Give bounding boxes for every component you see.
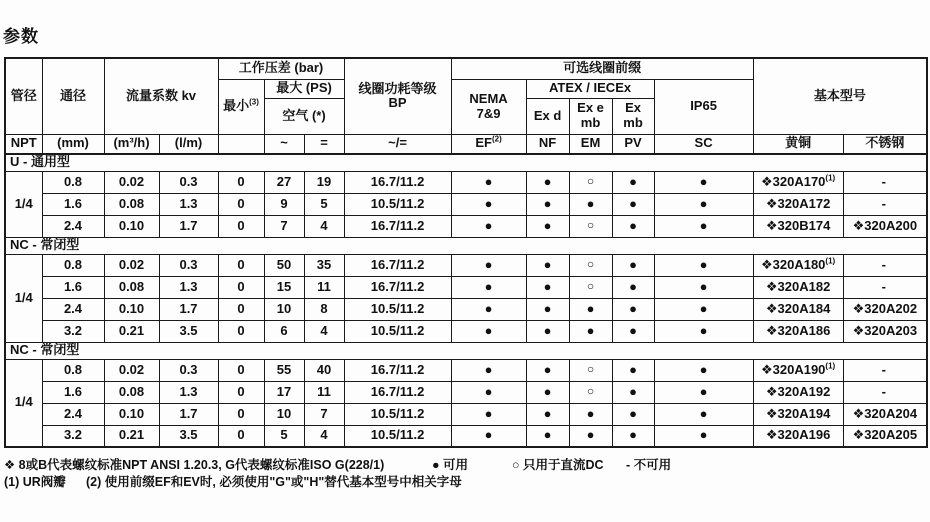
cell-orifice: 0.8 (42, 254, 104, 276)
available-dot: ● (526, 359, 569, 381)
cell-model-ss (843, 298, 927, 320)
note-1: (1) UR阀瓣 (4, 475, 66, 489)
available-dot: ● (654, 193, 753, 215)
unit-ac: ~ (264, 134, 304, 154)
cell-min: 0 (218, 193, 264, 215)
cell-model-brass (753, 425, 843, 447)
available-dot: ● (612, 298, 654, 320)
header-min-pressure (218, 79, 264, 134)
table-row (5, 193, 927, 215)
model-number: ❖320A192 (765, 383, 831, 399)
header-air: 空气 (*) (264, 98, 344, 134)
cell-model-brass (753, 215, 843, 237)
cell-model-brass (753, 381, 843, 403)
model-number: ❖320A204 (852, 405, 918, 421)
dc-only-circle: ○ (569, 359, 612, 381)
header-ex-mb (612, 98, 654, 134)
nema-line1: NEMA (469, 90, 508, 106)
available-dot: ● (612, 381, 654, 403)
cell-lm: 0.3 (159, 171, 218, 193)
model-number: ❖320A196 (765, 427, 831, 443)
model-number: ❖320A186 (765, 322, 831, 338)
available-dot: ● (612, 403, 654, 425)
unit-sc: SC (654, 134, 753, 154)
cell-ac: 50 (264, 254, 304, 276)
note-2: (2) 使用前缀EF和EV时, 必须使用"G"或"H"替代基本型号中相关字母 (86, 475, 462, 489)
available-dot: ● (612, 276, 654, 298)
cell-orifice: 2.4 (42, 215, 104, 237)
group-label: NC - 常闭型 (5, 342, 927, 359)
model-number: ❖320A172 (765, 195, 831, 211)
available-dot: ● (526, 381, 569, 403)
header-atex-iecex: ATEX / IECEx (526, 79, 654, 98)
model-number: ❖320A170 (760, 173, 826, 189)
cell-orifice: 3.2 (42, 425, 104, 447)
cell-orifice: 1.6 (42, 276, 104, 298)
cell-min: 0 (218, 403, 264, 425)
unit-lm: (l/m) (159, 134, 218, 154)
available-dot: ● (569, 193, 612, 215)
cell-min: 0 (218, 171, 264, 193)
table-row (5, 276, 927, 298)
unit-m3h: (m³/h) (104, 134, 159, 154)
header-max-ps: 最大 (PS) (264, 79, 344, 98)
cell-orifice: 0.8 (42, 171, 104, 193)
cell-bp: 16.7/11.2 (344, 359, 451, 381)
table-body (5, 154, 927, 447)
cell-orifice: 2.4 (42, 403, 104, 425)
model-number: ❖320A200 (852, 217, 918, 233)
cell-lm: 1.3 (159, 276, 218, 298)
table-row (5, 381, 927, 403)
header-coil-prefix: 可选线圈前缀 (451, 58, 753, 79)
unit-brass: 黄铜 (753, 134, 843, 154)
model-number: - (881, 383, 887, 399)
model-number: - (881, 256, 887, 272)
cell-lm: 1.7 (159, 298, 218, 320)
cell-model-brass (753, 359, 843, 381)
table-header (5, 58, 927, 154)
ex-mb-line2: mb (623, 115, 643, 130)
cell-min: 0 (218, 320, 264, 342)
table-row (5, 254, 927, 276)
table-row (5, 320, 927, 342)
available-dot: ● (526, 276, 569, 298)
cell-orifice: 1.6 (42, 381, 104, 403)
available-dot: ● (654, 403, 753, 425)
cell-model-brass (753, 403, 843, 425)
cell-model-ss (843, 254, 927, 276)
unit-ef (451, 134, 526, 154)
footnote-ref: (3) (249, 97, 259, 107)
available-dot: ● (654, 215, 753, 237)
group-label: NC - 常闭型 (5, 237, 927, 254)
unit-em: EM (569, 134, 612, 154)
legend-dc-only: ○ 只用于直流DC (512, 458, 604, 472)
page-title: 参数 (3, 27, 39, 46)
cell-orifice: 1.6 (42, 193, 104, 215)
header-pressure-differential: 工作压差 (bar) (218, 58, 344, 79)
header-ex-e-mb (569, 98, 612, 134)
dc-only-circle: ○ (569, 215, 612, 237)
table-row (5, 425, 927, 447)
cell-ac: 7 (264, 215, 304, 237)
available-dot: ● (612, 193, 654, 215)
header-pipe-size: 管径 (5, 58, 42, 134)
model-number: ❖320A180 (760, 256, 826, 272)
model-number: ❖320A205 (852, 427, 918, 443)
cell-lm: 0.3 (159, 254, 218, 276)
cell-m3h: 0.08 (104, 276, 159, 298)
legend-available: ● 可用 (432, 458, 469, 472)
cell-lm: 0.3 (159, 359, 218, 381)
cell-m3h: 0.10 (104, 298, 159, 320)
dc-only-circle: ○ (569, 381, 612, 403)
ex-e-mb-line2: mb (580, 115, 601, 130)
cell-model-ss (843, 425, 927, 447)
cell-m3h: 0.10 (104, 215, 159, 237)
available-dot: ● (612, 215, 654, 237)
available-dot: ● (654, 381, 753, 403)
table-row (5, 298, 927, 320)
cell-model-ss (843, 193, 927, 215)
model-number: ❖320B174 (765, 217, 831, 233)
group-header-row (5, 237, 927, 254)
cell-lm: 1.7 (159, 403, 218, 425)
available-dot: ● (526, 215, 569, 237)
group-header-row (5, 154, 927, 171)
cell-model-ss (843, 215, 927, 237)
cell-ac: 55 (264, 359, 304, 381)
header-basic-model: 基本型号 (753, 58, 927, 134)
available-dot: ● (451, 359, 526, 381)
cell-model-brass (753, 298, 843, 320)
cell-pipe-size: 1/4 (5, 171, 42, 237)
available-dot: ● (451, 276, 526, 298)
group-label: U - 通用型 (5, 154, 927, 171)
group-header-row (5, 342, 927, 359)
available-dot: ● (612, 425, 654, 447)
available-dot: ● (451, 215, 526, 237)
cell-ac: 10 (264, 403, 304, 425)
cell-m3h: 0.08 (104, 381, 159, 403)
cell-ac: 5 (264, 425, 304, 447)
cell-bp: 16.7/11.2 (344, 381, 451, 403)
available-dot: ● (451, 254, 526, 276)
available-dot: ● (654, 254, 753, 276)
cell-min: 0 (218, 254, 264, 276)
header-orifice: 通径 (42, 58, 104, 134)
footnote-line2 (4, 472, 926, 488)
available-dot: ● (612, 254, 654, 276)
table-row (5, 359, 927, 381)
cell-dc: 40 (304, 359, 344, 381)
cell-min: 0 (218, 425, 264, 447)
available-dot: ● (526, 425, 569, 447)
cell-dc: 19 (304, 171, 344, 193)
cell-bp: 16.7/11.2 (344, 215, 451, 237)
cell-m3h: 0.08 (104, 193, 159, 215)
cell-dc: 11 (304, 276, 344, 298)
cell-lm: 3.5 (159, 320, 218, 342)
available-dot: ● (526, 298, 569, 320)
cell-bp: 10.5/11.2 (344, 425, 451, 447)
header-ip65: IP65 (654, 79, 753, 134)
unit-pv: PV (612, 134, 654, 154)
footnote-ref: (1) (825, 361, 836, 371)
min-label: 最小 (223, 98, 250, 114)
available-dot: ● (612, 171, 654, 193)
unit-nf: NF (526, 134, 569, 154)
cell-ac: 10 (264, 298, 304, 320)
available-dot: ● (569, 425, 612, 447)
cell-dc: 7 (304, 403, 344, 425)
available-dot: ● (451, 425, 526, 447)
available-dot: ● (654, 425, 753, 447)
cell-ac: 15 (264, 276, 304, 298)
unit-min-blank (218, 134, 264, 154)
available-dot: ● (526, 403, 569, 425)
cell-m3h: 0.02 (104, 171, 159, 193)
cell-model-brass (753, 320, 843, 342)
coil-power-line1: 线圈功耗等级 (358, 80, 437, 96)
available-dot: ● (451, 193, 526, 215)
available-dot: ● (654, 171, 753, 193)
unit-npt: NPT (5, 134, 42, 154)
model-number: ❖320A202 (852, 300, 918, 316)
cell-lm: 3.5 (159, 425, 218, 447)
footnote-line1 (4, 455, 926, 471)
available-dot: ● (526, 254, 569, 276)
available-dot: ● (526, 320, 569, 342)
ex-e-mb-line1: Ex e (577, 100, 604, 116)
cell-ac: 27 (264, 171, 304, 193)
thread-standard-note: ❖ 8或B代表螺纹标准NPT ANSI 1.20.3, G代表螺纹标准ISO G(228/1) (4, 458, 385, 472)
cell-m3h: 0.02 (104, 254, 159, 276)
model-number: ❖320A190 (760, 361, 826, 377)
available-dot: ● (451, 381, 526, 403)
cell-bp: 16.7/11.2 (344, 276, 451, 298)
model-number: - (881, 195, 887, 211)
model-number: ❖320A203 (852, 322, 918, 338)
unit-dc: = (304, 134, 344, 154)
parameters-table (4, 57, 928, 448)
unit-acdc: ~/= (344, 134, 451, 154)
ef-label: EF (475, 135, 492, 151)
cell-model-ss (843, 171, 927, 193)
cell-model-brass (753, 254, 843, 276)
cell-dc: 35 (304, 254, 344, 276)
cell-min: 0 (218, 381, 264, 403)
model-number: ❖320A182 (765, 278, 831, 294)
unit-stainless: 不锈钢 (843, 134, 927, 154)
cell-model-brass (753, 193, 843, 215)
cell-model-ss (843, 359, 927, 381)
footnote-ref: (1) (825, 256, 836, 266)
table-row (5, 403, 927, 425)
header-nema (451, 79, 526, 134)
cell-m3h: 0.02 (104, 359, 159, 381)
cell-bp: 16.7/11.2 (344, 254, 451, 276)
model-number: - (881, 278, 887, 294)
available-dot: ● (654, 298, 753, 320)
cell-dc: 4 (304, 215, 344, 237)
legend-not-available: - 不可用 (626, 458, 672, 472)
cell-bp: 10.5/11.2 (344, 298, 451, 320)
available-dot: ● (451, 320, 526, 342)
footnote-ref: (1) (825, 173, 836, 183)
coil-power-line2: BP (388, 95, 407, 111)
cell-orifice: 0.8 (42, 359, 104, 381)
available-dot: ● (569, 298, 612, 320)
cell-ac: 6 (264, 320, 304, 342)
cell-model-brass (753, 171, 843, 193)
cell-ac: 9 (264, 193, 304, 215)
cell-orifice: 3.2 (42, 320, 104, 342)
available-dot: ● (526, 171, 569, 193)
header-ex-d: Ex d (526, 98, 569, 134)
cell-bp: 16.7/11.2 (344, 171, 451, 193)
footnote-ref: (2) (491, 135, 502, 145)
header-coil-power-class (344, 58, 451, 134)
cell-min: 0 (218, 215, 264, 237)
available-dot: ● (654, 276, 753, 298)
dc-only-circle: ○ (569, 276, 612, 298)
cell-lm: 1.3 (159, 381, 218, 403)
cell-orifice: 2.4 (42, 298, 104, 320)
cell-model-ss (843, 381, 927, 403)
cell-model-ss (843, 276, 927, 298)
cell-model-brass (753, 276, 843, 298)
available-dot: ● (451, 298, 526, 320)
available-dot: ● (451, 403, 526, 425)
model-number: ❖320A194 (765, 405, 831, 421)
table-row (5, 171, 927, 193)
cell-m3h: 0.21 (104, 425, 159, 447)
dc-only-circle: ○ (569, 254, 612, 276)
nema-line2: 7&9 (476, 105, 501, 121)
cell-min: 0 (218, 359, 264, 381)
cell-model-ss (843, 320, 927, 342)
available-dot: ● (569, 320, 612, 342)
header-flow-coefficient: 流量系数 kv (104, 58, 218, 134)
available-dot: ● (569, 403, 612, 425)
cell-lm: 1.7 (159, 215, 218, 237)
cell-m3h: 0.21 (104, 320, 159, 342)
cell-bp: 10.5/11.2 (344, 320, 451, 342)
cell-bp: 10.5/11.2 (344, 193, 451, 215)
cell-pipe-size: 1/4 (5, 254, 42, 342)
dc-only-circle: ○ (569, 171, 612, 193)
cell-min: 0 (218, 298, 264, 320)
unit-mm: (mm) (42, 134, 104, 154)
available-dot: ● (612, 359, 654, 381)
available-dot: ● (654, 320, 753, 342)
cell-dc: 4 (304, 425, 344, 447)
available-dot: ● (526, 193, 569, 215)
cell-bp: 10.5/11.2 (344, 403, 451, 425)
model-number: - (881, 361, 887, 377)
cell-dc: 5 (304, 193, 344, 215)
cell-ac: 17 (264, 381, 304, 403)
ex-mb-line1: Ex (625, 100, 641, 116)
cell-dc: 11 (304, 381, 344, 403)
cell-lm: 1.3 (159, 193, 218, 215)
cell-m3h: 0.10 (104, 403, 159, 425)
available-dot: ● (612, 320, 654, 342)
cell-dc: 4 (304, 320, 344, 342)
available-dot: ● (451, 171, 526, 193)
available-dot: ● (654, 359, 753, 381)
model-number: - (881, 173, 887, 189)
table-row (5, 215, 927, 237)
model-number: ❖320A184 (765, 300, 831, 316)
cell-min: 0 (218, 276, 264, 298)
cell-dc: 8 (304, 298, 344, 320)
cell-model-ss (843, 403, 927, 425)
cell-pipe-size: 1/4 (5, 359, 42, 447)
